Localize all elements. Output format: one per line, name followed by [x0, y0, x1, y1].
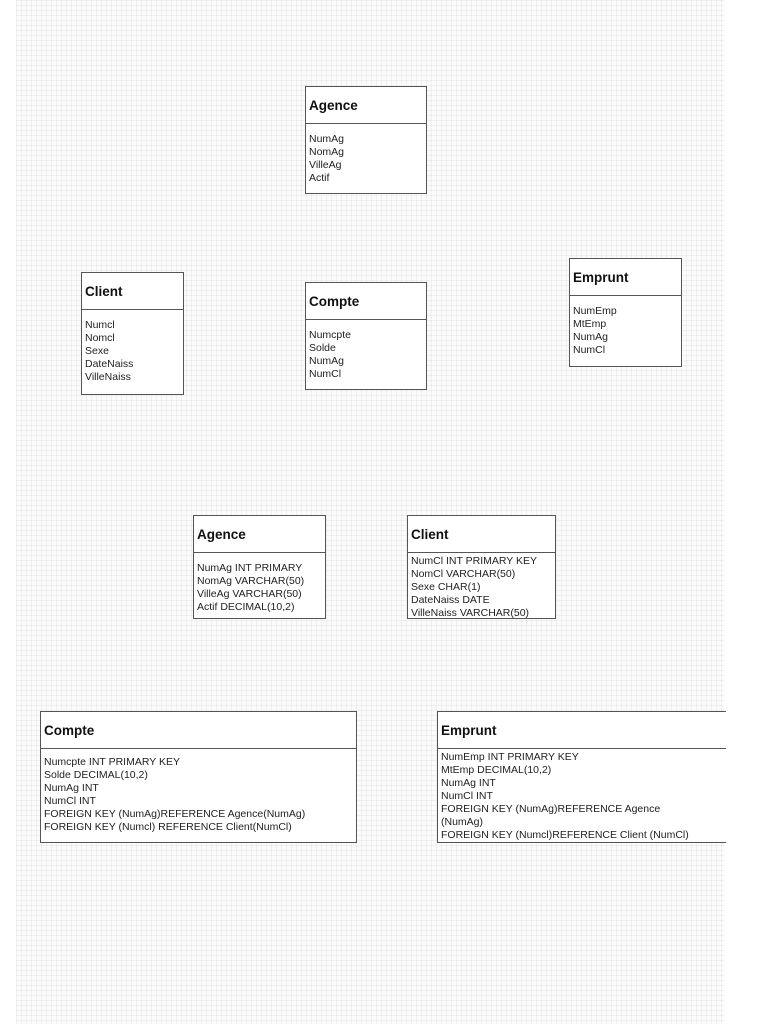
- entity-fields: [82, 310, 183, 387]
- field: NumAg INT: [44, 782, 99, 794]
- field: Sexe CHAR(1): [411, 581, 481, 593]
- field: NumAg: [573, 331, 609, 343]
- entity-client: [81, 272, 184, 395]
- table-compte: [40, 711, 357, 843]
- entity-title: Compte: [306, 283, 426, 320]
- field: VilleNaiss: [85, 371, 131, 383]
- field: Sexe: [85, 345, 109, 357]
- entity-compte: [305, 282, 427, 390]
- field: Numcpte INT PRIMARY KEY: [44, 756, 180, 768]
- table-title: Emprunt: [438, 712, 726, 749]
- entity-fields: [570, 296, 681, 360]
- table-title: Agence: [194, 516, 325, 553]
- field: MtEmp: [573, 318, 607, 330]
- field: NumCl: [573, 344, 606, 356]
- table-agence: [193, 515, 326, 619]
- table-fields: [438, 749, 726, 845]
- field: NumCl INT: [441, 790, 493, 802]
- entity-title: Agence: [306, 87, 426, 124]
- field: DateNaiss DATE: [411, 594, 490, 606]
- entity-title: Emprunt: [570, 259, 681, 296]
- field: NumAg: [309, 355, 345, 367]
- field: NumEmp: [573, 305, 617, 317]
- field: Actif DECIMAL(10,2): [197, 601, 295, 613]
- table-fields: [408, 553, 555, 623]
- entity-fields: [306, 124, 426, 188]
- field: Nomcl: [85, 332, 115, 344]
- table-title: Client: [408, 516, 555, 553]
- field: VilleAg: [309, 159, 342, 171]
- field: FOREIGN KEY (Numcl) REFERENCE Client(NumCl): [44, 821, 292, 833]
- field: Solde: [309, 342, 336, 354]
- field: FOREIGN KEY (Numcl)REFERENCE Client (NumCl): [441, 829, 689, 841]
- table-emprunt: [437, 711, 726, 843]
- field: Actif: [309, 172, 330, 184]
- diagram-canvas: [16, 0, 724, 1024]
- field: Solde DECIMAL(10,2): [44, 769, 148, 781]
- field: NumAg INT: [441, 777, 496, 789]
- field: Numcpte: [309, 329, 352, 341]
- table-client: [407, 515, 556, 619]
- field: Numcl: [85, 319, 115, 331]
- field: MtEmp DECIMAL(10,2): [441, 764, 552, 776]
- entity-title: Client: [82, 273, 183, 310]
- field: VilleAg VARCHAR(50): [197, 588, 302, 600]
- entity-fields: [306, 320, 426, 384]
- table-title: Compte: [41, 712, 356, 749]
- field: NomAg: [309, 146, 345, 158]
- field: NumAg: [309, 133, 345, 145]
- field: NomAg VARCHAR(50): [197, 575, 305, 587]
- field: NomCl VARCHAR(50): [411, 568, 516, 580]
- field: NumAg INT PRIMARY: [197, 562, 303, 574]
- field: NumEmp INT PRIMARY KEY: [441, 751, 579, 763]
- field: VilleNaiss VARCHAR(50): [411, 607, 530, 619]
- field: NumCl: [309, 368, 342, 380]
- field: FOREIGN KEY (NumAg)REFERENCE Agence (NumAg): [441, 803, 661, 828]
- field: FOREIGN KEY (NumAg)REFERENCE Agence(NumAg): [44, 808, 306, 820]
- table-fields: [194, 553, 325, 617]
- field: NumCl INT: [44, 795, 96, 807]
- field: DateNaiss: [85, 358, 134, 370]
- entity-emprunt: [569, 258, 682, 367]
- table-fields: [41, 749, 356, 837]
- entity-agence: [305, 86, 427, 194]
- field: NumCl INT PRIMARY KEY: [411, 555, 538, 567]
